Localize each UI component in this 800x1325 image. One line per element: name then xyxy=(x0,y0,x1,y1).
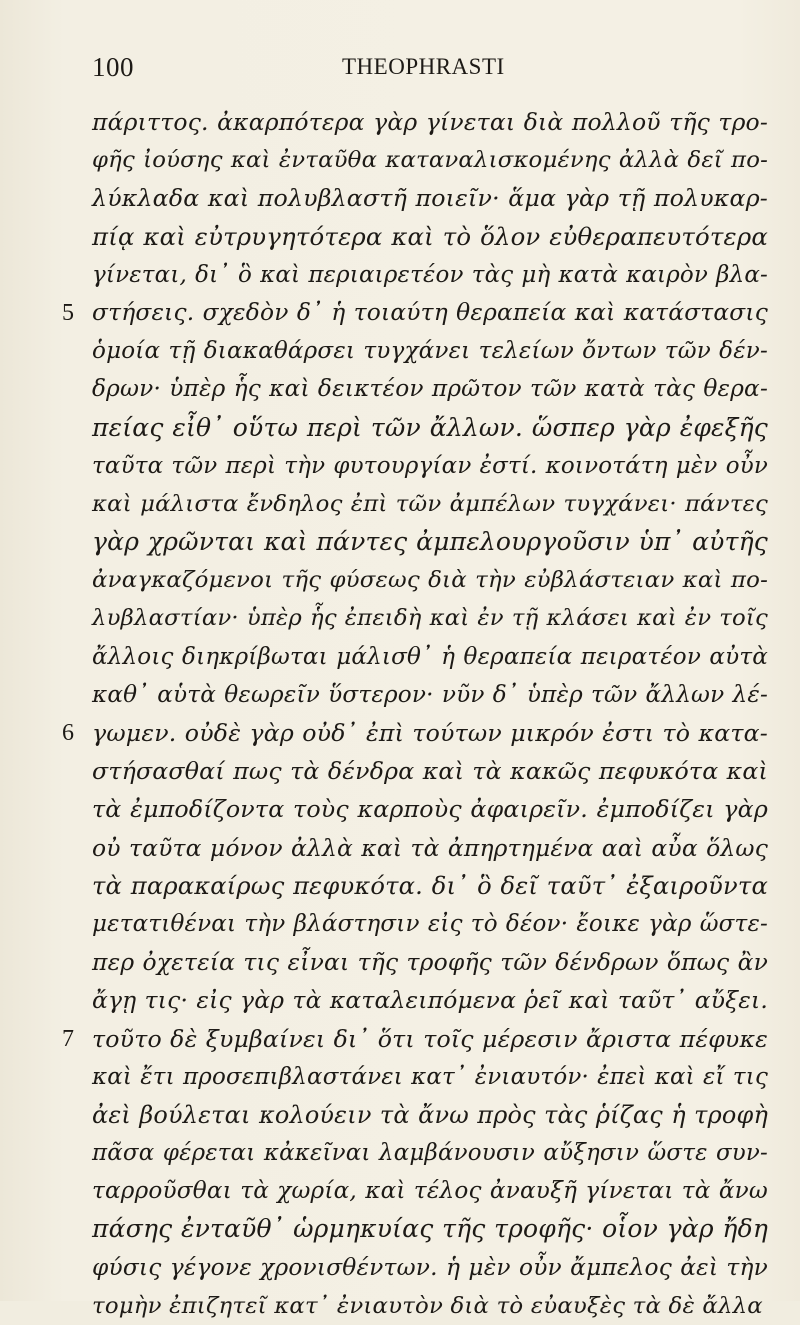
line-text: γὰρ χρῶνται καὶ πάντες ἀμπελουργοῦσιν ὑπ᾽ αὐτῆς xyxy=(92,527,768,557)
line-text: φύσις γέγονε χρονισθέντων. ἡ μὲν οὖν ἄμπελος ἀεὶ τὴν xyxy=(92,1253,768,1281)
line-text: ταῦτα τῶν περὶ τὴν φυτουργίαν ἐστί. κοινοτάτη μὲν οὖν xyxy=(92,452,768,479)
section-number: 6 xyxy=(62,720,75,746)
text-line xyxy=(62,1020,768,1058)
text-line xyxy=(92,447,768,485)
text-line xyxy=(92,638,768,676)
line-text: τοῦτο δὲ ξυμβαίνει δι᾽ ὅτι τοῖς μέρεσιν ἄριστα πέφυκε xyxy=(92,1024,768,1053)
text-line xyxy=(92,867,768,905)
line-text: ὁμοία τῇ διακαθάρσει τυγχάνει τελείων ὄντων τῶν δέν- xyxy=(92,338,768,365)
line-text: γωμεν. οὐδὲ γὰρ οὐδ᾽ ἐπὶ τούτων μικρόν ἐστι τὸ κατα- xyxy=(92,719,768,747)
line-text: καθ᾽ αὑτὰ θεωρεῖν ὕστερον· νῦν δ᾽ ὑπὲρ τῶν ἄλλων λέ- xyxy=(92,681,768,708)
text-line xyxy=(92,1249,768,1287)
line-text: καὶ ἔτι προσεπιβλαστάνει κατ᾽ ἐνιαυτόν· ἐπεὶ καὶ εἴ τις xyxy=(92,1063,768,1090)
line-text: περ ὀχετεία τις εἶναι τῆς τροφῆς τῶν δένδρων ὅπως ἂν xyxy=(92,948,768,977)
text-line xyxy=(92,599,768,637)
line-text: λυβλαστίαν· ὑπὲρ ἧς ἐπειδὴ καὶ ἐν τῇ κλάσει καὶ ἐν τοῖς xyxy=(92,605,768,632)
section-number: 7 xyxy=(62,1025,75,1052)
text-line xyxy=(62,714,768,752)
text-line xyxy=(92,370,768,408)
line-text: στήσασθαί πως τὰ δένδρα καὶ τὰ κακῶς πεφυκότα καὶ xyxy=(92,757,768,786)
text-line xyxy=(92,1096,768,1134)
text-line xyxy=(92,905,768,943)
line-text: ἀεὶ βούλεται κολούειν τὰ ἄνω πρὸς τὰς ῥίζας ἡ τροφὴ xyxy=(92,1100,768,1129)
line-text: πείας εἶθ᾽ οὕτω περὶ τῶν ἄλλων. ὥσπερ γὰρ ἐφεξῆς xyxy=(92,412,768,442)
text-line xyxy=(92,1287,768,1325)
text-line xyxy=(92,676,768,714)
text-line xyxy=(92,179,768,217)
line-text: λύκλαδα καὶ πολυβλαστῆ ποιεῖν· ἅμα γὰρ τῇ πολυκαρ- xyxy=(92,184,768,213)
text-line xyxy=(92,981,768,1019)
text-line xyxy=(92,485,768,523)
text-line xyxy=(92,1210,768,1248)
text-line xyxy=(92,829,768,867)
line-text: ἀναγκαζόμενοι τῆς φύσεως διὰ τὴν εὐβλάστειαν καὶ πο- xyxy=(92,567,768,594)
line-text: πάσης ἐνταῦθ᾽ ὡρμηκυίας τῆς τροφῆς· οἷον γὰρ ἤδη xyxy=(92,1214,768,1244)
text-line xyxy=(92,218,768,256)
text-line xyxy=(92,1058,768,1096)
line-text: πίᾳ καὶ εὐτρυγητότερα καὶ τὸ ὅλον εὐθεραπευτότερα xyxy=(92,221,768,251)
page-number: 100 xyxy=(92,52,134,82)
line-text: ἄγῃ τις· εἰς γὰρ τὰ καταλειπόμενα ῥεῖ καὶ ταῦτ᾽ αὔξει. xyxy=(92,986,768,1015)
text-line xyxy=(92,790,768,828)
text-line xyxy=(92,1172,768,1210)
text-line xyxy=(92,523,768,561)
line-text: δρων· ὑπὲρ ἧς καὶ δεικτέον πρῶτον τῶν κατὰ τὰς θερα- xyxy=(92,375,768,403)
running-head: THEOPHRASTI xyxy=(342,54,505,79)
line-text: καὶ μάλιστα ἔνδηλος ἐπὶ τῶν ἀμπέλων τυγχάνει· πάντες xyxy=(92,490,768,517)
text-line xyxy=(92,141,768,179)
line-text: οὐ ταῦτα μόνον ἀλλὰ καὶ τὰ ἀπηρτημένα ααὶ αὖα ὅλως xyxy=(92,833,768,862)
text-line xyxy=(92,409,768,447)
text-line xyxy=(92,103,768,141)
line-text: τὰ ἐμποδίζοντα τοὺς καρποὺς ἀφαιρεῖν. ἐμποδίζει γὰρ xyxy=(92,795,768,824)
line-text: στήσεις. σχεδὸν δ᾽ ἡ τοιαύτη θεραπεία καὶ κατάστασις xyxy=(92,298,768,326)
line-text: τὰ παρακαίρως πεφυκότα. δι᾽ ὃ δεῖ ταῦτ᾽ ἐξαιροῦντα xyxy=(92,871,768,900)
text-line xyxy=(92,1134,768,1172)
text-line xyxy=(92,332,768,370)
line-text: ἄλλοις διηκρίβωται μάλισθ᾽ ἡ θεραπεία πειρατέον αὐτὰ xyxy=(92,643,768,670)
text-line xyxy=(92,561,768,599)
section-number: 5 xyxy=(62,299,75,326)
line-text: φῆς ἰούσης καὶ ἐνταῦθα καταναλισκομένης ἀλλὰ δεῖ πο- xyxy=(92,147,768,174)
page-header xyxy=(92,52,772,92)
line-text: πάριττος. ἀκαρπότερα γὰρ γίνεται διὰ πολλοῦ τῆς τρο- xyxy=(92,108,768,136)
main-text xyxy=(62,103,768,1325)
line-text: γίνεται, δι᾽ ὃ καὶ περιαιρετέον τὰς μὴ κατὰ καιρὸν βλα- xyxy=(92,261,768,288)
text-line xyxy=(92,256,768,294)
line-text: πᾶσα φέρεται κἀκεῖναι λαμβάνουσιν αὔξησιν ὥστε συν- xyxy=(92,1140,768,1167)
line-text: ταρροῦσθαι τὰ χωρία, καὶ τέλος ἀναυξῆ γίνεται τὰ ἄνω xyxy=(92,1178,768,1205)
text-line xyxy=(92,943,768,981)
line-text: τομὴν ἐπιζητεῖ κατ᾽ ἐνιαυτὸν διὰ τὸ εὐαυξὲς τὰ δὲ ἄλλα xyxy=(92,1292,763,1319)
text-line xyxy=(62,294,768,332)
line-text: μετατιθέναι τὴν βλάστησιν εἰς τὸ δέον· ἔοικε γὰρ ὥστε- xyxy=(92,910,768,937)
text-line xyxy=(92,752,768,790)
